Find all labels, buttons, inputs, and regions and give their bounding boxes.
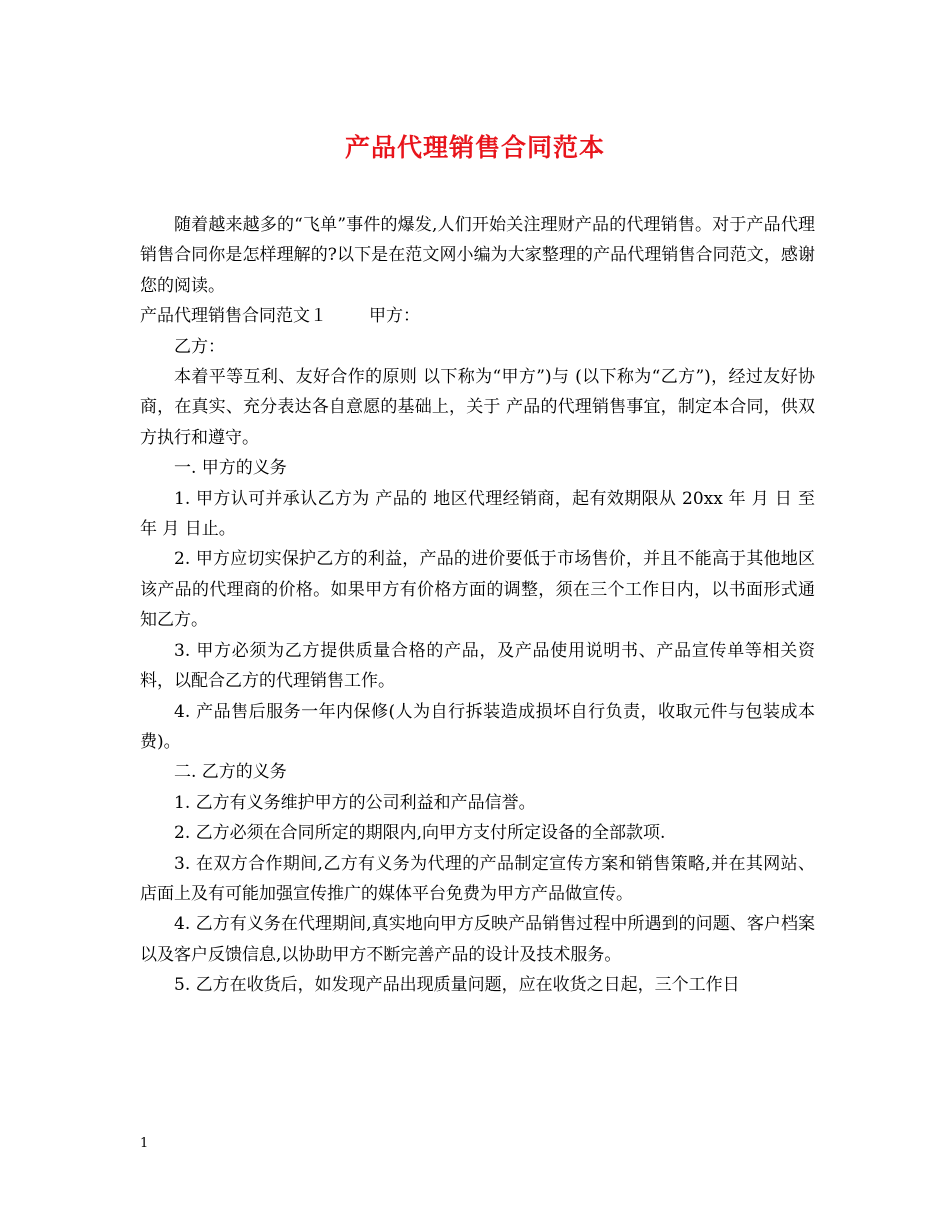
sample-label-line <box>140 301 815 331</box>
page-number: 1 <box>140 1136 149 1151</box>
party-b-label: 乙方： <box>174 336 225 357</box>
section-heading: 二. 乙方的义务 <box>174 762 287 783</box>
party-a-label: 甲方： <box>369 306 420 327</box>
intro-paragraph: 随着越来越多的“飞单”事件的爆发,人们开始关注理财产品的代理销售。对于产品代理销售合同你是怎样理解的?以下是在范文网小编为大家整理的产品代理销售合同范文，感谢您的阅读。 <box>140 215 815 296</box>
clause-item: 2. 乙方必须在合同所定的期限内,向甲方支付所定设备的全部款项. <box>174 823 666 844</box>
clause-item: 5. 乙方在收货后，如发现产品出现质量问题，应在收货之日起，三个工作日 <box>174 975 740 996</box>
document-body <box>140 210 815 1001</box>
clause-item: 1. 甲方认可并承认乙方为 产品的 地区代理经销商，起有效期限从 20xx 年 月 日 至 年 月 日止。 <box>140 488 815 540</box>
sample-label: 产品代理销售合同范文１ <box>140 306 327 327</box>
clause-item: 4. 产品售后服务一年内保修(人为自行拆装造成损坏自行负责，收取元件与包装成本费)。 <box>140 701 815 752</box>
section-heading: 一. 甲方的义务 <box>174 458 287 479</box>
clause-item: 1. 乙方有义务维护甲方的公司利益和产品信誉。 <box>174 792 536 813</box>
clause-item: 3. 在双方合作期间,乙方有义务为代理的产品制定宣传方案和销售策略,并在其网站、店面上及有可能加强宣传推广的媒体平台免费为甲方产品做宣传。 <box>140 853 815 904</box>
clause-item: 4. 乙方有义务在代理期间,真实地向甲方反映产品销售过程中所遇到的问题、客户档案以及客户反馈信息,以协助甲方不断完善产品的设计及技术服务。 <box>140 914 815 965</box>
clause-item: 3. 甲方必须为乙方提供质量合格的产品，及产品使用说明书、产品宣传单等相关资料，以配合乙方的代理销售工作。 <box>140 640 815 692</box>
document-title: 产品代理销售合同范本 <box>344 133 605 162</box>
preamble-paragraph: 本着平等互利、友好合作的原则 以下称为“甲方”)与 (以下称为“乙方”)，经过友好协商，在真实、充分表达各自意愿的基础上，关于 产品的代理销售事宜，制定本合同，供双方执行和遵守。 <box>140 367 815 448</box>
clause-item: 2. 甲方应切实保护乙方的利益，产品的进价要低于市场售价，并且不能高于其他地区该产品的代理商的价格。如果甲方有价格方面的调整，须在三个工作日内，以书面形式通知乙方。 <box>140 549 815 631</box>
